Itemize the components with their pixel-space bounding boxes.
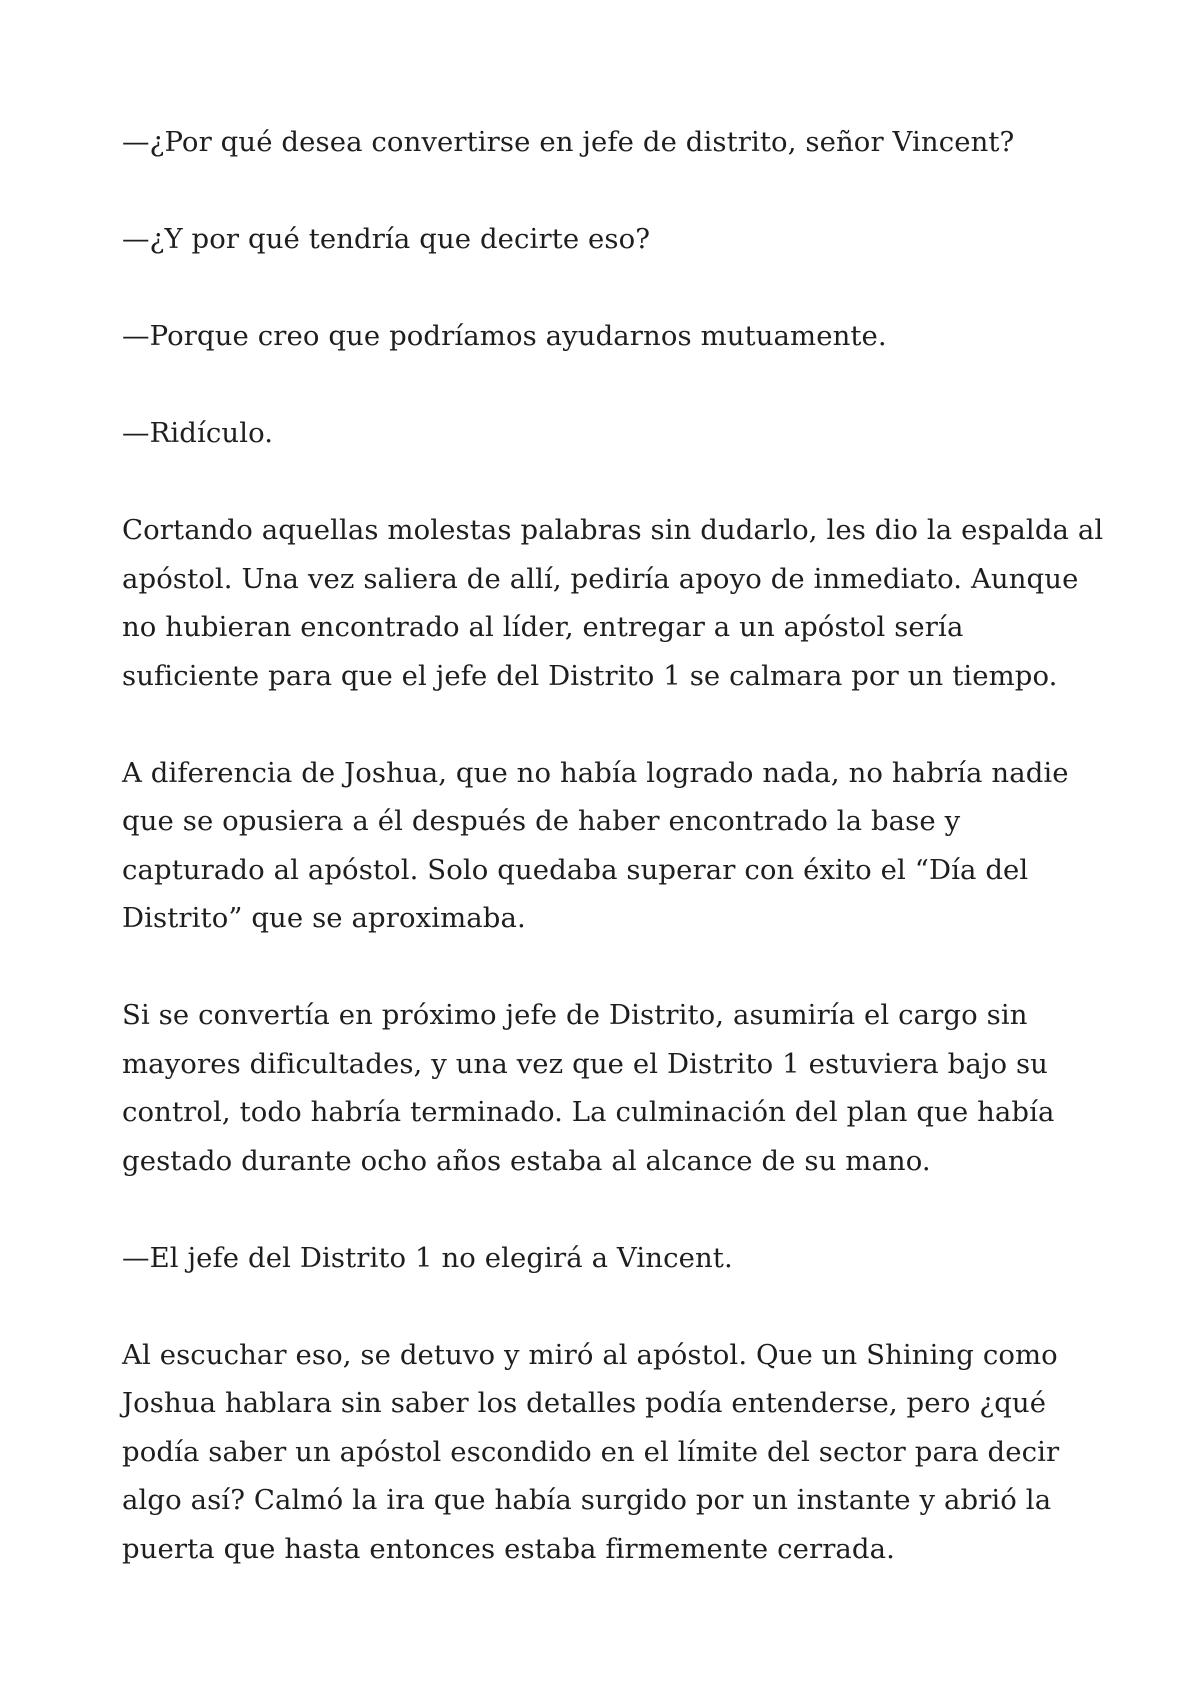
text-line: Distrito” que se aproximaba. — [122, 902, 526, 934]
text-line: puerta que hasta entonces estaba firmemente cerrada. — [122, 1532, 895, 1565]
dialogue-paragraph — [122, 1234, 1102, 1283]
narrative-paragraph — [122, 506, 1102, 700]
text-line: —El jefe del Distrito 1 no elegirá a Vincent. — [122, 1241, 733, 1274]
text-line: A diferencia de Joshua, que no había logrado nada, no habría nadie — [122, 756, 1069, 789]
text-line: —Porque creo que podríamos ayudarnos mutuamente. — [122, 320, 887, 352]
text-line: apóstol. Una vez saliera de allí, pediría apoyo de inmediato. Aunque — [122, 562, 1079, 595]
text-line: —¿Y por qué tendría que decirte eso? — [122, 223, 651, 255]
text-line: algo así? Calmó la ira que había surgido por un instante y abrió la — [122, 1484, 1052, 1516]
text-line: podía saber un apóstol escondido en el límite del sector para decir — [122, 1435, 1060, 1468]
dialogue-paragraph — [122, 312, 1102, 361]
text-line: Al escuchar eso, se detuvo y miró al apóstol. Que un Shining como — [122, 1338, 1058, 1371]
dialogue-paragraph — [122, 215, 1102, 264]
text-line: no hubieran encontrado al líder, entregar a un apóstol sería — [122, 611, 964, 643]
dialogue-paragraph — [122, 118, 1102, 167]
text-line: —¿Por qué desea convertirse en jefe de distrito, señor Vincent? — [122, 126, 1015, 158]
dialogue-paragraph — [122, 409, 1102, 458]
text-line: —Ridículo. — [122, 417, 274, 449]
narrative-paragraph — [122, 1331, 1102, 1574]
text-line: Cortando aquellas molestas palabras sin dudarlo, les dio la espalda al — [122, 514, 1104, 546]
text-line: mayores dificultades, y una vez que el Distrito 1 estuviera bajo su — [122, 1047, 1048, 1080]
narrative-paragraph — [122, 749, 1102, 943]
text-column — [122, 118, 1102, 1622]
text-line: suficiente para que el jefe del Distrito 1 se calmara por un tiempo. — [122, 659, 1058, 692]
narrative-paragraph — [122, 991, 1102, 1185]
text-line: Si se convertía en próximo jefe de Distrito, asumiría el cargo sin — [122, 999, 1028, 1031]
text-line: que se opusiera a él después de haber encontrado la base y — [122, 805, 961, 837]
text-line: Joshua hablara sin saber los detalles podía entenderse, pero ¿qué — [122, 1387, 1047, 1419]
text-line: control, todo habría terminado. La culminación del plan que había — [122, 1096, 1055, 1128]
text-line: capturado al apóstol. Solo quedaba superar con éxito el “Día del — [122, 853, 1029, 886]
text-line: gestado durante ocho años estaba al alcance de su mano. — [122, 1144, 931, 1177]
